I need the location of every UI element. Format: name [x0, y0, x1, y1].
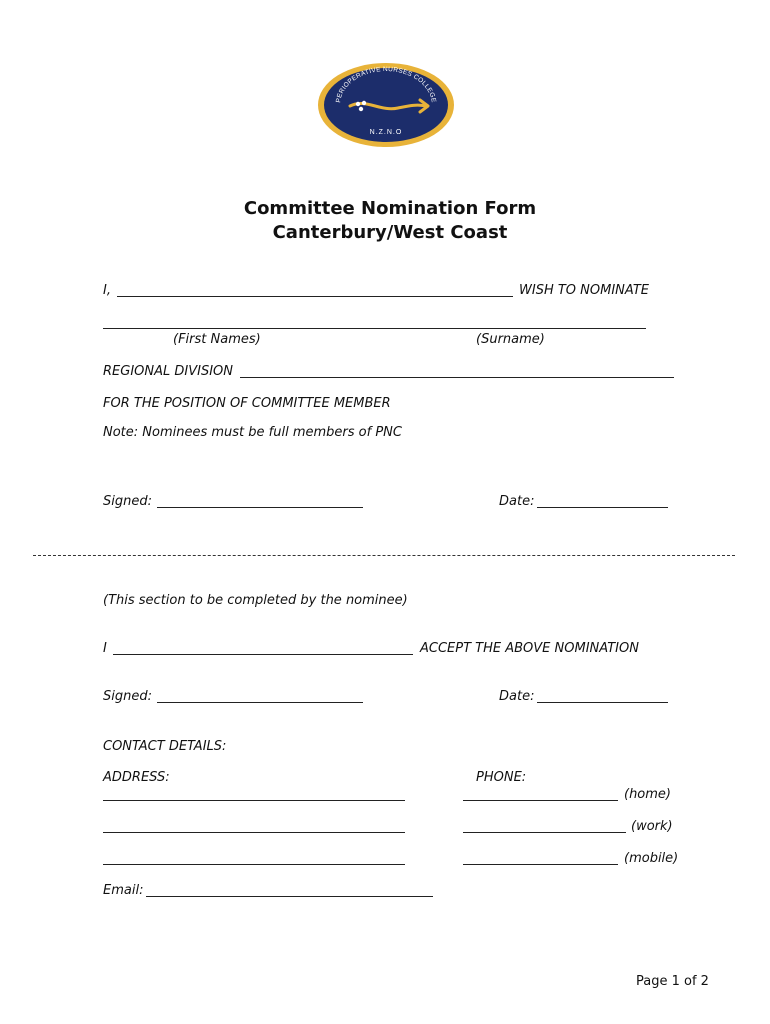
nominee-section-note: (This section to be completed by the nominee) — [103, 593, 408, 608]
section-divider — [33, 555, 735, 556]
nominee-signature-field[interactable] — [157, 702, 363, 703]
signed-label: Signed: — [103, 494, 152, 509]
email-field[interactable] — [146, 896, 433, 897]
address-line-3-field[interactable] — [103, 864, 405, 865]
position-label: FOR THE POSITION OF COMMITTEE MEMBER — [103, 396, 391, 411]
membership-note: Note: Nominees must be full members of PNC — [103, 425, 402, 440]
phone-mobile-field[interactable] — [463, 864, 618, 865]
logo-bottom-text: N.Z.N.O — [369, 129, 403, 136]
address-label: ADDRESS: — [103, 770, 170, 785]
phone-label: PHONE: — [476, 770, 527, 785]
wish-to-nominate-label: WISH TO NOMINATE — [519, 283, 649, 298]
nominee-date-field[interactable] — [537, 702, 668, 703]
phone-work-field[interactable] — [463, 832, 626, 833]
regional-division-label: REGIONAL DIVISION — [103, 364, 233, 379]
form-title: Committee Nomination Form — [243, 198, 537, 219]
nominator-signature-field[interactable] — [157, 507, 363, 508]
nominator-date-field[interactable] — [537, 507, 668, 508]
logo-top-text: PERIOPERATIVE NURSES COLLEGE — [335, 65, 437, 104]
page-number: Page 1 of 2 — [636, 974, 709, 989]
college-logo — [316, 62, 456, 148]
nominee-name-field[interactable] — [103, 328, 646, 329]
nominator-name-field[interactable] — [117, 296, 513, 297]
nominee-accept-name-field[interactable] — [113, 654, 413, 655]
regional-division-field[interactable] — [240, 377, 674, 378]
nominee-date-label: Date: — [499, 689, 535, 704]
phone-home-field[interactable] — [463, 800, 618, 801]
work-label: (work) — [631, 819, 673, 834]
contact-details-label: CONTACT DETAILS: — [103, 739, 227, 754]
mobile-label: (mobile) — [624, 851, 679, 866]
home-label: (home) — [624, 787, 671, 802]
accept-nomination-label: ACCEPT THE ABOVE NOMINATION — [420, 641, 639, 656]
surname-label: (Surname) — [476, 332, 545, 347]
nominee-i-label: I — [103, 641, 107, 656]
nominee-signed-label: Signed: — [103, 689, 152, 704]
address-line-1-field[interactable] — [103, 800, 405, 801]
i-label: I, — [103, 283, 111, 298]
first-names-label: (First Names) — [173, 332, 261, 347]
date-label: Date: — [499, 494, 535, 509]
form-subtitle: Canterbury/West Coast — [272, 222, 508, 243]
email-label: Email: — [103, 883, 144, 898]
address-line-2-field[interactable] — [103, 832, 405, 833]
